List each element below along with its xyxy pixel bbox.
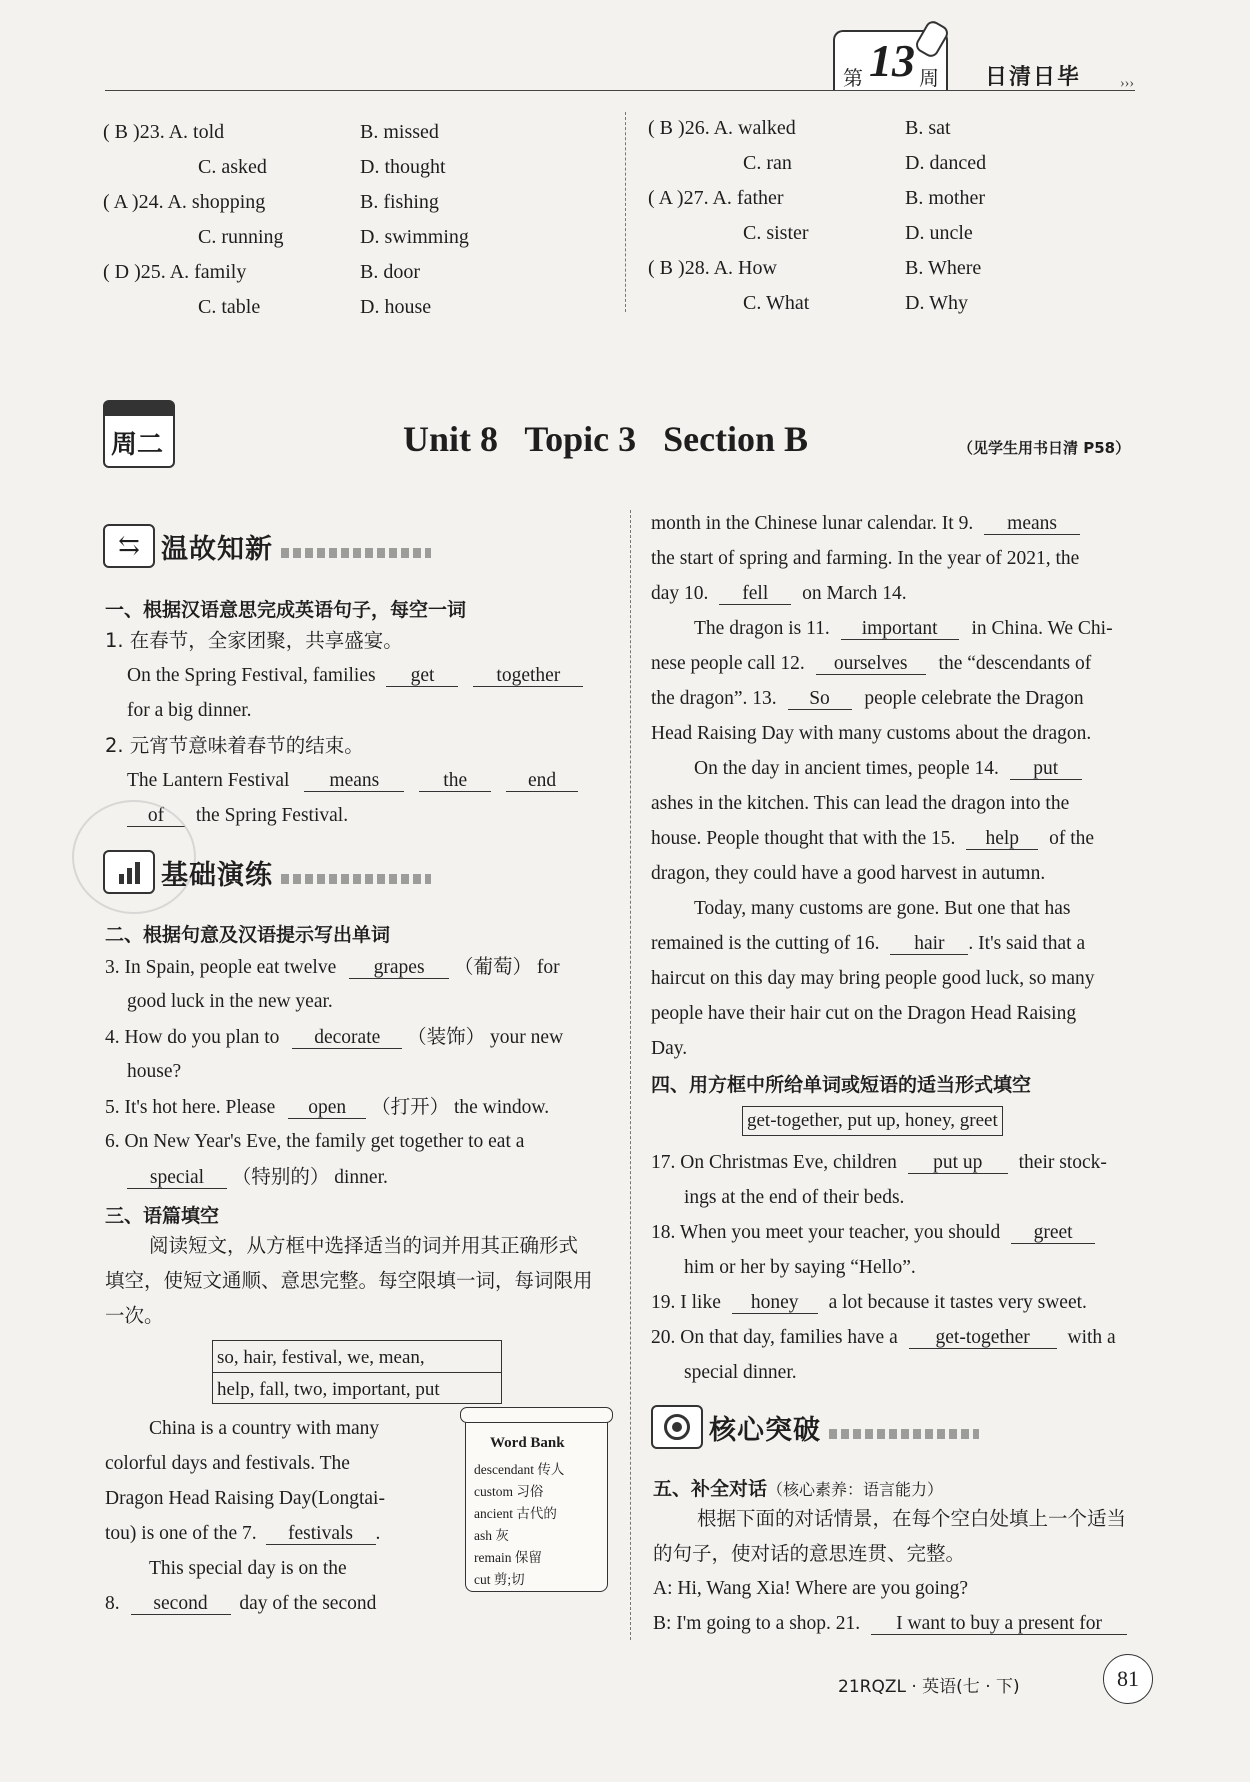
q5-answer[interactable]: open — [288, 1098, 366, 1119]
q19-answer[interactable]: honey — [732, 1293, 818, 1314]
passage-line-2: colorful days and festivals. The — [105, 1453, 350, 1474]
sec4-word-box: get-together, put up, honey, greet — [742, 1106, 1003, 1136]
choice-25-option-b: B. door — [360, 261, 420, 283]
day-badge — [103, 400, 175, 468]
bar-chart-icon — [103, 850, 155, 894]
week-suffix: 周 — [919, 66, 939, 90]
q18-answer[interactable]: greet — [1011, 1223, 1095, 1244]
dialog-b-1: B: I'm going to a shop. 21. I want to buy a present for — [653, 1614, 1127, 1635]
blank-14[interactable]: put — [1010, 759, 1082, 780]
word-bank-title: Word Bank — [490, 1435, 565, 1451]
q17-sentence-cont: ings at the end of their beds. — [684, 1187, 905, 1208]
choice-26-option-d: D. danced — [905, 152, 987, 174]
passage-line-3: Dragon Head Raising Day(Longtai- — [105, 1488, 385, 1509]
q20-sentence-cont: special dinner. — [684, 1362, 797, 1383]
page-number-badge — [1103, 1654, 1153, 1704]
passage-right-13: remained is the cutting of 16. hair . It's said that a — [651, 933, 1086, 954]
blank-16[interactable]: hair — [890, 934, 968, 955]
banner-stripe — [829, 1429, 979, 1439]
passage-right-10: house. People thought that with the 15. help of the — [651, 828, 1095, 849]
sec3-word-box — [212, 1340, 502, 1404]
sec3-word-box-line-1: so, hair, festival, we, mean, — [217, 1347, 425, 1368]
q19-sentence: 19. I like honey a lot because it tastes very sweet. — [651, 1292, 1087, 1313]
arrows-icon: ⇆ — [103, 524, 155, 568]
sec3-heading: 三、语篇填空 — [105, 1205, 220, 1227]
blank-12[interactable]: ourselves — [816, 654, 926, 675]
sec5-instruction-1: 根据下面的对话情景，在每个空白处填上一个适当 — [697, 1507, 1127, 1530]
sec5-heading: 五、补全对话（核心素养：语言能力） — [653, 1478, 944, 1500]
q17-answer[interactable]: put up — [908, 1153, 1008, 1174]
q2-sentence: The Lantern Festival means the end — [127, 771, 578, 792]
sec3-word-box-line-2: help, fall, two, important, put — [217, 1379, 440, 1400]
q17-sentence: 17. On Christmas Eve, children put up their stock- — [651, 1152, 1107, 1173]
choice-24-option-b: B. fishing — [360, 191, 439, 213]
series-title: 日清日毕 — [985, 65, 1082, 90]
choice-25-option-c: C. table — [198, 296, 261, 318]
banner-core — [651, 1405, 979, 1449]
banner-basic — [103, 850, 431, 894]
blank-8[interactable]: second — [131, 1594, 231, 1615]
header-rule — [105, 90, 1135, 91]
banner-stripe — [281, 874, 431, 884]
banner-review — [103, 524, 431, 568]
blank-13[interactable]: So — [788, 689, 852, 710]
sec3-instruction-2: 填空，使短文通顺、意思完整。每空限填一词，每词限用 — [105, 1269, 593, 1292]
q2-answer-2[interactable]: the — [419, 771, 491, 792]
calendar-top-icon — [105, 402, 173, 416]
choice-28-option-d: D. Why — [905, 292, 968, 314]
reference-note: （见学生用书日清 P58） — [958, 439, 1131, 457]
q2-answer-3[interactable]: end — [506, 771, 578, 792]
choice-23-option-b: B. missed — [360, 121, 439, 143]
passage-right-8: On the day in ancient times, people 14. put — [694, 759, 1082, 780]
sec1-heading: 一、根据汉语意思完成英语句子，每空一词 — [105, 599, 467, 621]
q5-sentence: 5. It's hot here. Please open （打开） the window. — [105, 1095, 550, 1118]
q2-answer-1[interactable]: means — [304, 771, 404, 792]
passage-right-12: Today, many customs are gone. But one that has — [694, 898, 1071, 919]
q6-sentence: 6. On New Year's Eve, the family get together to eat a — [105, 1131, 525, 1152]
footer-code: 21RQZL · 英语(七 · 下) — [838, 1677, 1020, 1697]
q1-answer-2[interactable]: together — [473, 666, 583, 687]
passage-right-4: The dragon is 11. important in China. We Chi- — [694, 618, 1113, 639]
q6-sentence-cont: special （特别的） dinner. — [127, 1167, 388, 1189]
q6-answer[interactable]: special — [127, 1168, 227, 1189]
q1-chinese: 1. 在春节，全家团聚，共享盛宴。 — [105, 629, 403, 652]
unit-title: Unit 8 Topic 3 Section B — [403, 419, 809, 459]
page-number: 81 — [1117, 1666, 1139, 1691]
sec3-instruction-3: 一次。 — [105, 1304, 164, 1327]
choice-28-option-c: C. What — [743, 292, 810, 314]
q3-answer[interactable]: grapes — [349, 958, 449, 979]
word-bank-item: remain 保留 — [474, 1550, 542, 1565]
passage-right-11: dragon, they could have a good harvest in autumn. — [651, 863, 1046, 884]
word-bank-scroll — [465, 1414, 608, 1592]
choice-26-option-c: C. ran — [743, 152, 792, 174]
choice-26-answer: ( B )26. A. walked — [648, 117, 796, 139]
word-bank-item: ancient 古代的 — [474, 1506, 557, 1521]
passage-right-2: the start of spring and farming. In the year of 2021, the — [651, 548, 1080, 569]
word-bank-item: descendant 传人 — [474, 1462, 565, 1477]
banner-review-title: 温故知新 — [161, 533, 273, 565]
target-icon — [651, 1405, 703, 1449]
word-bank-item: ash 灰 — [474, 1528, 509, 1543]
passage-right-9: ashes in the kitchen. This can lead the dragon into the — [651, 793, 1070, 814]
week-number: 13 — [869, 35, 915, 86]
choice-23-option-d: D. thought — [360, 156, 446, 178]
q2-sentence-cont: of the Spring Festival. — [127, 806, 348, 827]
passage-right-6: the dragon”. 13. So people celebrate the Dragon — [651, 688, 1084, 709]
chevrons-icon: ››› — [1120, 76, 1134, 91]
q1-sentence-cont: for a big dinner. — [127, 700, 252, 721]
passage-right-16: Day. — [651, 1038, 688, 1059]
banner-basic-title: 基础演练 — [161, 859, 273, 891]
choice-27-option-b: B. mother — [905, 187, 985, 209]
q2-chinese: 2. 元宵节意味着春节的结束。 — [105, 734, 364, 757]
passage-right-14: haircut on this day may bring people good luck, so many — [651, 968, 1095, 989]
q1-answer-1[interactable]: get — [386, 666, 458, 687]
blank-7[interactable]: festivals — [266, 1524, 376, 1545]
choice-28-answer: ( B )28. A. How — [648, 257, 777, 279]
q20-answer[interactable]: get-together — [909, 1328, 1057, 1349]
word-bank-item: cut 剪;切 — [474, 1572, 525, 1587]
q2-answer-4[interactable]: of — [127, 806, 185, 827]
passage-line-5: This special day is on the — [149, 1558, 347, 1579]
passage-right-3: day 10. fell on March 14. — [651, 583, 907, 604]
banner-core-title: 核心突破 — [709, 1414, 821, 1446]
q18-sentence: 18. When you meet your teacher, you should greet — [651, 1223, 1095, 1244]
choice-27-answer: ( A )27. A. father — [648, 187, 784, 209]
q4-sentence: 4. How do you plan to decorate （装饰） your new — [105, 1025, 564, 1048]
dialog-a-1: A: Hi, Wang Xia! Where are you going? — [653, 1578, 969, 1599]
sec5-instruction-2: 的句子，使对话的意思连贯、完整。 — [653, 1542, 966, 1565]
passage-line-4: tou) is one of the 7. festivals . — [105, 1523, 381, 1544]
choice-24-option-d: D. swimming — [360, 226, 469, 248]
choice-26-option-b: B. sat — [905, 117, 951, 139]
q4-answer[interactable]: decorate — [292, 1028, 402, 1049]
scroll-top-roll — [460, 1407, 613, 1423]
blank-21[interactable]: I want to buy a present for — [871, 1614, 1127, 1635]
choice-27-option-c: C. sister — [743, 222, 809, 244]
passage-line-1: China is a country with many — [149, 1418, 380, 1439]
choice-23-answer: ( B )23. A. told — [103, 121, 225, 143]
passage-right-5: nese people call 12. ourselves the “descendants of — [651, 653, 1092, 674]
choice-23-option-c: C. asked — [198, 156, 267, 178]
passage-right-1: month in the Chinese lunar calendar. It 9. means — [651, 514, 1080, 535]
word-bank-item: custom 习俗 — [474, 1484, 544, 1499]
q1-sentence: On the Spring Festival, families get together — [127, 666, 583, 687]
day-badge-label: 周二 — [111, 430, 164, 460]
q3-sentence-cont: good luck in the new year. — [127, 991, 333, 1012]
choice-25-option-d: D. house — [360, 296, 432, 318]
passage-line-6: 8. second day of the second — [105, 1593, 377, 1614]
sec4-heading: 四、用方框中所给单词或短语的适当形式填空 — [651, 1074, 1032, 1096]
choice-24-option-c: C. running — [198, 226, 284, 248]
q4-sentence-cont: house? — [127, 1061, 182, 1082]
choice-24-answer: ( A )24. A. shopping — [103, 191, 266, 213]
blank-15[interactable]: help — [966, 829, 1038, 850]
blank-9[interactable]: means — [984, 514, 1080, 535]
column-divider-main — [630, 510, 631, 1640]
blank-10[interactable]: fell — [719, 584, 791, 605]
choice-27-option-d: D. uncle — [905, 222, 973, 244]
blank-11[interactable]: important — [841, 619, 959, 640]
passage-right-7: Head Raising Day with many customs about the dragon. — [651, 723, 1092, 744]
week-prefix: 第 — [843, 66, 863, 90]
sec3-instruction-1: 阅读短文，从方框中选择适当的词并用其正确形式 — [149, 1234, 579, 1257]
sec2-heading: 二、根据句意及汉语提示写出单词 — [105, 924, 391, 946]
choice-28-option-b: B. Where — [905, 257, 982, 279]
q20-sentence: 20. On that day, families have a get-together with a — [651, 1327, 1116, 1348]
column-divider-top — [625, 112, 626, 312]
q3-sentence: 3. In Spain, people eat twelve grapes （葡萄） for — [105, 955, 560, 978]
q18-sentence-cont: him or her by saying “Hello”. — [684, 1257, 916, 1278]
passage-right-15: people have their hair cut on the Dragon Head Raising — [651, 1003, 1077, 1024]
choice-25-answer: ( D )25. A. family — [103, 261, 247, 283]
banner-stripe — [281, 548, 431, 558]
